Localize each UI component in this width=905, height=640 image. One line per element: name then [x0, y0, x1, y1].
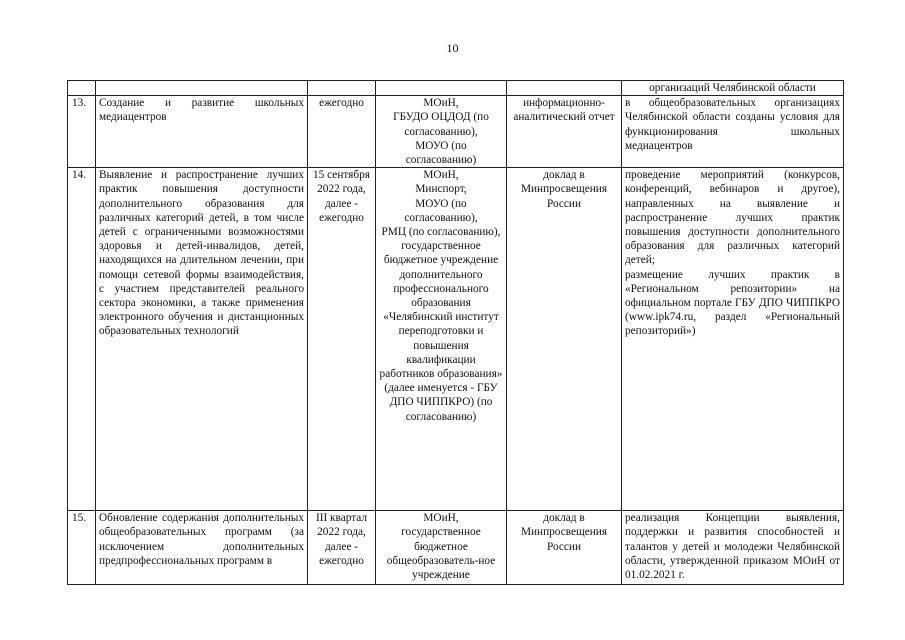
row-number-text: 15. — [72, 512, 87, 525]
indicator-cell — [622, 511, 844, 585]
result-form-text: доклад в Минпросвещения России — [520, 512, 608, 553]
activity-cell: Выявление и распространение лучших практик повышения доступности дополнительного образования для различных категорий детей, в том числе детей с ограниченными возможностями здоровья и детей-инвалидов, детей, находящихся на длительном лечении, при помощи сетевой формы взаимодействия, с участием представителей реального сектора экономики, а также применения электронного обучения и дистанционных образовательных технологий — [96, 168, 308, 511]
activity-cell: Создание и развитие школьных медиацентров — [96, 96, 308, 168]
responsible-cell: МОиН, ГБУДО ОЦДОД (по согласованию), МОУО (по согласованию) — [376, 96, 507, 168]
activity-text: Обновление содержания дополнительных общеобразовательных программ (за исключением дополнительных предпрофессиональных программ в — [99, 512, 304, 567]
term-cell — [308, 511, 376, 585]
table-row — [68, 81, 844, 96]
activity-cell — [96, 81, 308, 96]
row-number — [68, 511, 96, 585]
result-form-cell: информационно-аналитический отчет — [507, 96, 622, 168]
term-cell — [308, 81, 376, 96]
responsible-text: МОиН, государственное бюджетное общеобразователь-ное учреждение — [386, 512, 496, 582]
row-number: 13. — [68, 96, 96, 168]
activity-cell — [96, 511, 308, 585]
row-number — [68, 81, 96, 96]
term-cell: 15 сентября 2022 года, далее - ежегодно — [308, 168, 376, 511]
table-row — [68, 96, 844, 168]
responsible-cell — [376, 81, 507, 96]
indicator-cell: организаций Челябинской области — [622, 81, 844, 96]
indicator-cell: проведение мероприятий (конкурсов, конференций, вебинаров и другое), направленных на выявление и распространение лучших практик повышения доступности дополнительного образования для различных категорий детей; размещение лучших практик в «Региональном репозитории» на официальном портале ГБУ ДПО ЧИППКРО (www.ipk74.ru, раздел «Региональный репозиторий») — [622, 168, 844, 511]
page-number: 10 — [446, 41, 459, 55]
result-form-cell — [507, 81, 622, 96]
responsible-cell: МОиН, Минспорт, МОУО (по согласованию), РМЦ (по согласованию), государственное бюджетное учреждение дополнительного профессионального образования «Челябинский институт переподготовки и повышения квалификации работников образования» (далее именуется - ГБУ ДПО ЧИППКРО) (по согласованию) — [376, 168, 507, 511]
table-row — [68, 168, 844, 511]
responsible-cell — [376, 511, 507, 585]
term-cell: ежегодно — [308, 96, 376, 168]
result-form-cell — [507, 511, 622, 585]
row-number: 14. — [68, 168, 96, 511]
indicator-cell: в общеобразовательных организациях Челябинской области созданы условия для функционирования школьных медиацентров — [622, 96, 844, 168]
term-text: III квартал 2022 года, далее - ежегодно — [315, 512, 368, 567]
table-row — [68, 511, 844, 585]
indicator-text: реализация Концепции выявления, поддержки и развития способностей и талантов у детей и молодежи Челябинской области, утвержденной приказом МОиН от 01.02.2021 г. — [625, 512, 840, 582]
plan-table — [67, 80, 844, 585]
result-form-cell: доклад в Минпросвещения России — [507, 168, 622, 511]
